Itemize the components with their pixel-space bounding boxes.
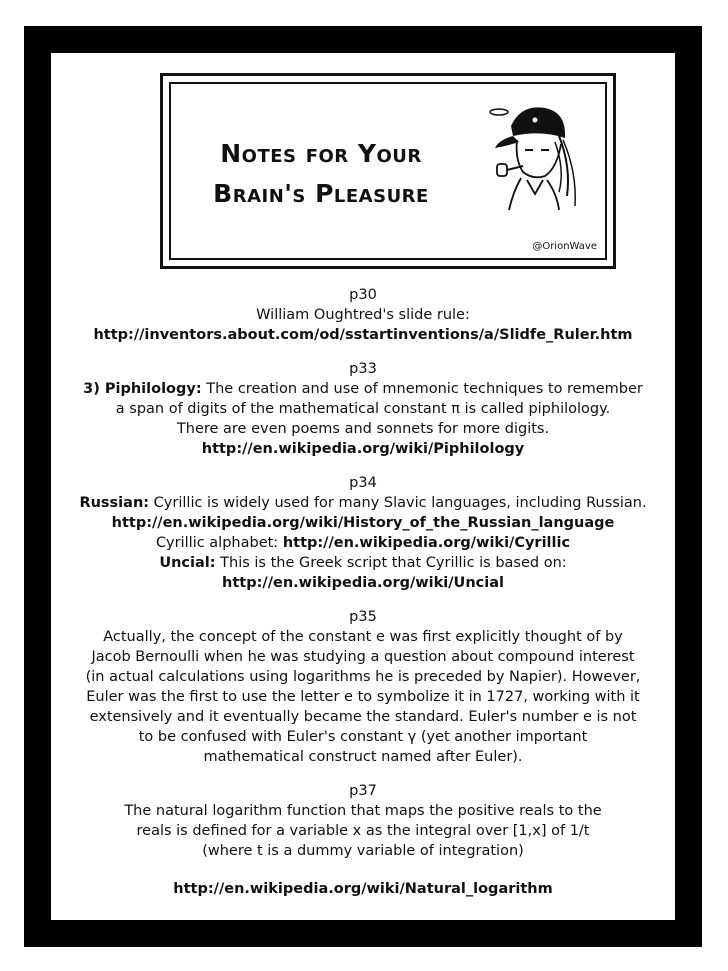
reference-link[interactable]: http://inventors.about.com/od/sstartinventions/a/Slidfe_Ruler.htm bbox=[93, 327, 633, 343]
reference-link[interactable]: http://en.wikipedia.org/wiki/Piphilology bbox=[201, 441, 525, 457]
note-text: William Oughtred's slide rule: bbox=[256, 307, 470, 323]
title-box-inner-border bbox=[169, 82, 607, 260]
note-text: (where t is a dummy variable of integration) bbox=[202, 843, 524, 859]
note-text: Euler was the first to use the letter e to symbolize it in 1727, working with it bbox=[86, 689, 640, 705]
title-box bbox=[160, 73, 616, 269]
note-section-p33 bbox=[51, 359, 675, 459]
term-label: Russian: bbox=[79, 495, 150, 511]
note-section-p37 bbox=[51, 781, 675, 899]
reference-link[interactable]: http://en.wikipedia.org/wiki/Uncial bbox=[222, 575, 504, 591]
page-ref-label: p33 bbox=[349, 361, 377, 377]
page-ref-label: p34 bbox=[349, 475, 377, 491]
page-ref-label: p30 bbox=[349, 287, 377, 303]
reference-link[interactable]: http://en.wikipedia.org/wiki/Cyrillic bbox=[282, 535, 571, 551]
title-line-1: Notes for Your bbox=[220, 139, 422, 168]
note-text: reals is defined for a variable x as the integral over [1,x] of 1/t bbox=[136, 823, 590, 839]
note-text: mathematical construct named after Euler). bbox=[203, 749, 523, 765]
note-text: There are even poems and sonnets for more digits. bbox=[176, 421, 550, 437]
page-ref-label: p37 bbox=[349, 783, 377, 799]
note-text-rest: Cyrillic is widely used for many Slavic languages, including Russian. bbox=[149, 495, 647, 511]
note-text: Actually, the concept of the constant e was first explicitly thought of by bbox=[103, 629, 623, 645]
author-handle: @OrionWave bbox=[532, 241, 597, 252]
page-ref-label: p35 bbox=[349, 609, 377, 625]
page-title bbox=[201, 134, 441, 214]
note-text bbox=[51, 379, 675, 399]
note-text-prefix: Cyrillic alphabet: bbox=[155, 535, 283, 551]
page-frame bbox=[24, 26, 702, 947]
reference-link[interactable]: http://en.wikipedia.org/wiki/History_of_the_Russian_language bbox=[111, 515, 615, 531]
note-text bbox=[51, 493, 675, 513]
mascot-illustration bbox=[461, 96, 581, 214]
title-line-2: Brain's Pleasure bbox=[213, 179, 429, 208]
page-content bbox=[51, 53, 675, 920]
note-section-p34 bbox=[51, 473, 675, 593]
note-text-rest: This is the Greek script that Cyrillic is based on: bbox=[215, 555, 567, 571]
note-text: (in actual calculations using logarithms he is preceded by Napier). However, bbox=[85, 669, 641, 685]
reference-link[interactable]: http://en.wikipedia.org/wiki/Natural_logarithm bbox=[173, 881, 553, 897]
note-text-rest: The creation and use of mnemonic techniques to remember bbox=[201, 381, 643, 397]
notes-body bbox=[51, 285, 675, 913]
term-label: Uncial: bbox=[159, 555, 216, 571]
note-text: a span of digits of the mathematical constant π is called piphilology. bbox=[115, 401, 611, 417]
note-section-p30 bbox=[51, 285, 675, 345]
note-text bbox=[51, 553, 675, 573]
note-text: The natural logarithm function that maps the positive reals to the bbox=[124, 803, 602, 819]
note-text: Jacob Bernoulli when he was studying a question about compound interest bbox=[91, 649, 635, 665]
note-text: to be confused with Euler's constant γ (yet another important bbox=[138, 729, 588, 745]
note-text: extensively and it eventually became the standard. Euler's number e is not bbox=[89, 709, 637, 725]
term-label: 3) Piphilology: bbox=[83, 381, 202, 397]
note-section-p35 bbox=[51, 607, 675, 767]
note-text bbox=[51, 533, 675, 553]
